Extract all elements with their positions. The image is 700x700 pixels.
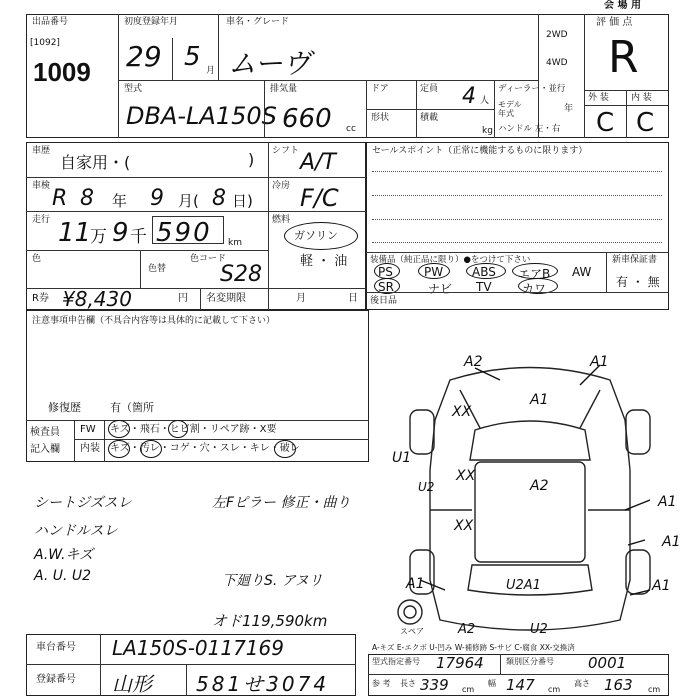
spare-label: スペア (400, 627, 424, 636)
interior-check-items: キズ・汚レ・コゲ・穴・スレ・キレ・破レ (110, 443, 300, 454)
mark-a1-top: A1 (590, 354, 609, 370)
interior-grade: C (636, 108, 655, 138)
cert-type-value: 17964 (436, 654, 484, 672)
handle-label: ハンドル 左・右 (498, 124, 561, 134)
lot-number: 1009 (33, 57, 91, 87)
equip-aw: AW (572, 265, 592, 279)
chassis-label: 車台番号 (36, 642, 76, 653)
mark-xx-3: XX (454, 518, 474, 534)
mark-xx-1: XX (452, 404, 472, 420)
size-length: 339 (420, 676, 449, 694)
checker-label: 検査員 記入欄 (30, 427, 60, 455)
remark-left-1: シートジズスレ (34, 495, 132, 511)
venue-label: 会 場 用 (604, 0, 641, 11)
plate-region: 山形 (112, 672, 152, 696)
displacement-label: 排気量 (270, 84, 298, 94)
mark-a2-top: A2 (464, 354, 483, 370)
load-label: 積載 (420, 113, 439, 123)
registration-label: 初度登録年月 (124, 17, 179, 27)
mileage-sen: 9 (112, 218, 129, 248)
inspection-year: 8 (80, 186, 94, 211)
shift-label: シフト (272, 146, 300, 156)
equip-ps: PS (378, 265, 393, 279)
top-form-box (26, 14, 669, 138)
mark-xx-2: XX (456, 468, 476, 484)
equip-abs: ABS (472, 265, 496, 279)
equipment-grid (372, 265, 606, 296)
grade-value: R (608, 32, 639, 83)
dealer-label: ディーラー・並行 (498, 84, 566, 94)
model-year-label: モデル 年式 (498, 100, 522, 118)
inspection-era: R (52, 186, 68, 211)
model-value: DBA-LA150S (126, 102, 277, 130)
drive-2wd: 2WD (546, 30, 568, 40)
mark-a2-rear: A2 (458, 622, 476, 637)
other-label: 後日品 (370, 296, 398, 306)
equip-tv: TV (476, 280, 492, 294)
interior-label: 内 装 (631, 93, 652, 103)
usage-value: 自家用・( (60, 153, 131, 172)
registration-month: 5 (184, 42, 201, 72)
fuel-gasoline: ガソリン (294, 229, 338, 242)
mark-u2-rear: U2 (530, 622, 548, 637)
inspection-label: 車検 (32, 181, 51, 191)
remark-left-4: A. U. U2 (34, 568, 92, 584)
inspection-day: 8 (212, 186, 226, 211)
remark-right-3: オド119,590km (212, 612, 328, 630)
mark-a1-right-2: A1 (662, 534, 681, 550)
shape-label: 形状 (371, 113, 390, 123)
repair-label: 修復歴 (48, 401, 81, 414)
auction-sheet: 会 場 用 出品番号 [1092] 1009 初度登録年月 29 5 月 車名・グレード ムーヴ 2WD 4WD 評 価 点 R 外 装 内 装 C C 型式 DBA-LA150S 排気量 660 cc ドア 定員 4 人 形状 積載 kg ディーラー・並行 モデル 年式 年 ハンドル 左・右 車歴 自家用・( ) シフト A/T 車検 R 8 年 9 月( 8 日) 冷房 F/C 走行 11 万 9 千 590 km 燃料 ガソリン 軽 ・ 油 色 色替 色コード S28 R券 ¥8,430 円 名変期限 月 日 セールスポイント（正常に機能するものに限ります） 装備品（純正品に限り）●をつけて下さい 新車保証書 有 ・ 無 PS PW ABS エアB AW SR ナビ TV カワ 後日品 注意事項申告欄（不具合内容等は具体的に記載して下さい） 修復歴 有（箇所 検査員 記入欄 FW キズ・飛石・ヒビ割・リペア跡・X要 内装 キズ・汚レ・コゲ・穴・スレ・キレ・破レ シートジズスレ ハンドルスレ A.W.キズ A. U. U2 左Fピラー 修正・曲り 下廻りS. アヌリ オド119,590km A2 A1 XX A1 U1 U2 XX A2 XX A1 A1 A1 A1 U2A1 A2 U2 スペア A-キズ E-エクボ U-凹み W-補修跡 S-サビ C-腐食 XX-交換済 車台番号 LA150S-0117169 登録番号 山形 581せ3074 型式指定番号 17964 類別区分番号 0001 参 考 長さ 339 cm 幅 147 cm 高さ 163 cm (0, 0, 700, 700)
equip-airbag: エアB (518, 267, 551, 281)
car-name-value: ムーヴ (228, 47, 311, 80)
mileage-rest: 590 (156, 218, 212, 248)
chassis-value: LA150S-0117169 (112, 636, 284, 660)
remark-right-2: 下廻りS. アヌリ (222, 573, 323, 589)
lot-code: [1092] (30, 38, 60, 48)
equip-leather: カワ (522, 282, 547, 296)
remark-left-3: A.W.キズ (34, 547, 94, 563)
shift-value: A/T (300, 150, 336, 175)
mileage-man: 11 (58, 218, 92, 248)
warranty-label: 新車保証書 (612, 255, 658, 265)
registration-year: 29 (126, 40, 162, 73)
fuel-label: 燃料 (272, 215, 291, 225)
color-code-label: 色コード (190, 254, 227, 264)
size-label: 参 考 (372, 679, 391, 688)
mark-a1-right-1: A1 (658, 494, 677, 510)
displacement-value: 660 (282, 104, 332, 134)
mileage-label: 走行 (32, 215, 51, 225)
cert-class-label: 類別区分番号 (506, 657, 554, 666)
equip-pw: PW (424, 265, 444, 279)
warranty-options: 有 ・ 無 (616, 275, 660, 289)
fuel-diesel: 軽 ・ 油 (300, 254, 348, 269)
cert-type-label: 型式指定番号 (372, 657, 420, 666)
recycle-label: R券 (32, 293, 49, 304)
ac-label: 冷房 (272, 181, 291, 191)
color-label: 色 (32, 254, 42, 264)
remark-left-2: ハンドルスレ (34, 523, 118, 539)
mark-u2a1: U2A1 (506, 578, 541, 593)
plate-number: 581せ3074 (196, 672, 330, 696)
mark-a2-roof: A2 (530, 478, 549, 494)
doors-label: ドア (371, 84, 389, 94)
mark-a1-mid: A1 (530, 392, 549, 408)
grade-label: 評 価 点 (596, 17, 633, 28)
repaint-label: 色替 (148, 264, 167, 274)
model-label: 型式 (124, 84, 143, 94)
deadline-label: 名変期限 (206, 293, 246, 304)
capacity-label: 定員 (420, 84, 439, 94)
mark-u1: U1 (392, 450, 412, 466)
lot-label: 出品番号 (32, 17, 69, 27)
exterior-grade: C (596, 108, 615, 138)
usage-label: 車歴 (32, 146, 51, 156)
equipment-label: 装備品（純正品に限り）●をつけて下さい (370, 255, 531, 265)
cert-class-value: 0001 (588, 654, 627, 672)
ac-value: F/C (300, 184, 339, 212)
equip-navi: ナビ (428, 282, 453, 296)
size-height: 163 (604, 676, 633, 694)
plate-label: 登録番号 (36, 674, 76, 685)
damage-legend: A-キズ E-エクボ U-凹み W-補修跡 S-サビ C-腐食 XX-交換済 (372, 643, 575, 652)
fw-items: キズ・飛石・ヒビ割・リペア跡・X要 (110, 424, 277, 435)
capacity-value: 4 (462, 84, 476, 109)
recycle-value: ¥8,430 (62, 287, 132, 311)
notes-label: 注意事項申告欄（不具合内容等は具体的に記載して下さい） (32, 316, 276, 326)
interior-check-label: 内装 (80, 443, 100, 454)
sales-point-label: セールスポイント（正常に機能するものに限ります） (372, 146, 588, 156)
color-code: S28 (220, 262, 262, 287)
fw-label: FW (80, 424, 96, 435)
remark-right-1: 左Fピラー 修正・曲り (212, 495, 351, 511)
mark-a1-bottom-left: A1 (406, 576, 425, 592)
drive-4wd: 4WD (546, 58, 568, 68)
equip-sr: SR (378, 280, 394, 294)
repair-value: 有（箇所 (110, 401, 154, 414)
exterior-label: 外 装 (588, 93, 609, 103)
inspection-month: 9 (150, 186, 164, 211)
mark-a1-bottom-right: A1 (652, 578, 671, 594)
car-name-label: 車名・グレード (226, 17, 290, 27)
size-width: 147 (506, 676, 535, 694)
mark-u2: U2 (418, 480, 435, 494)
